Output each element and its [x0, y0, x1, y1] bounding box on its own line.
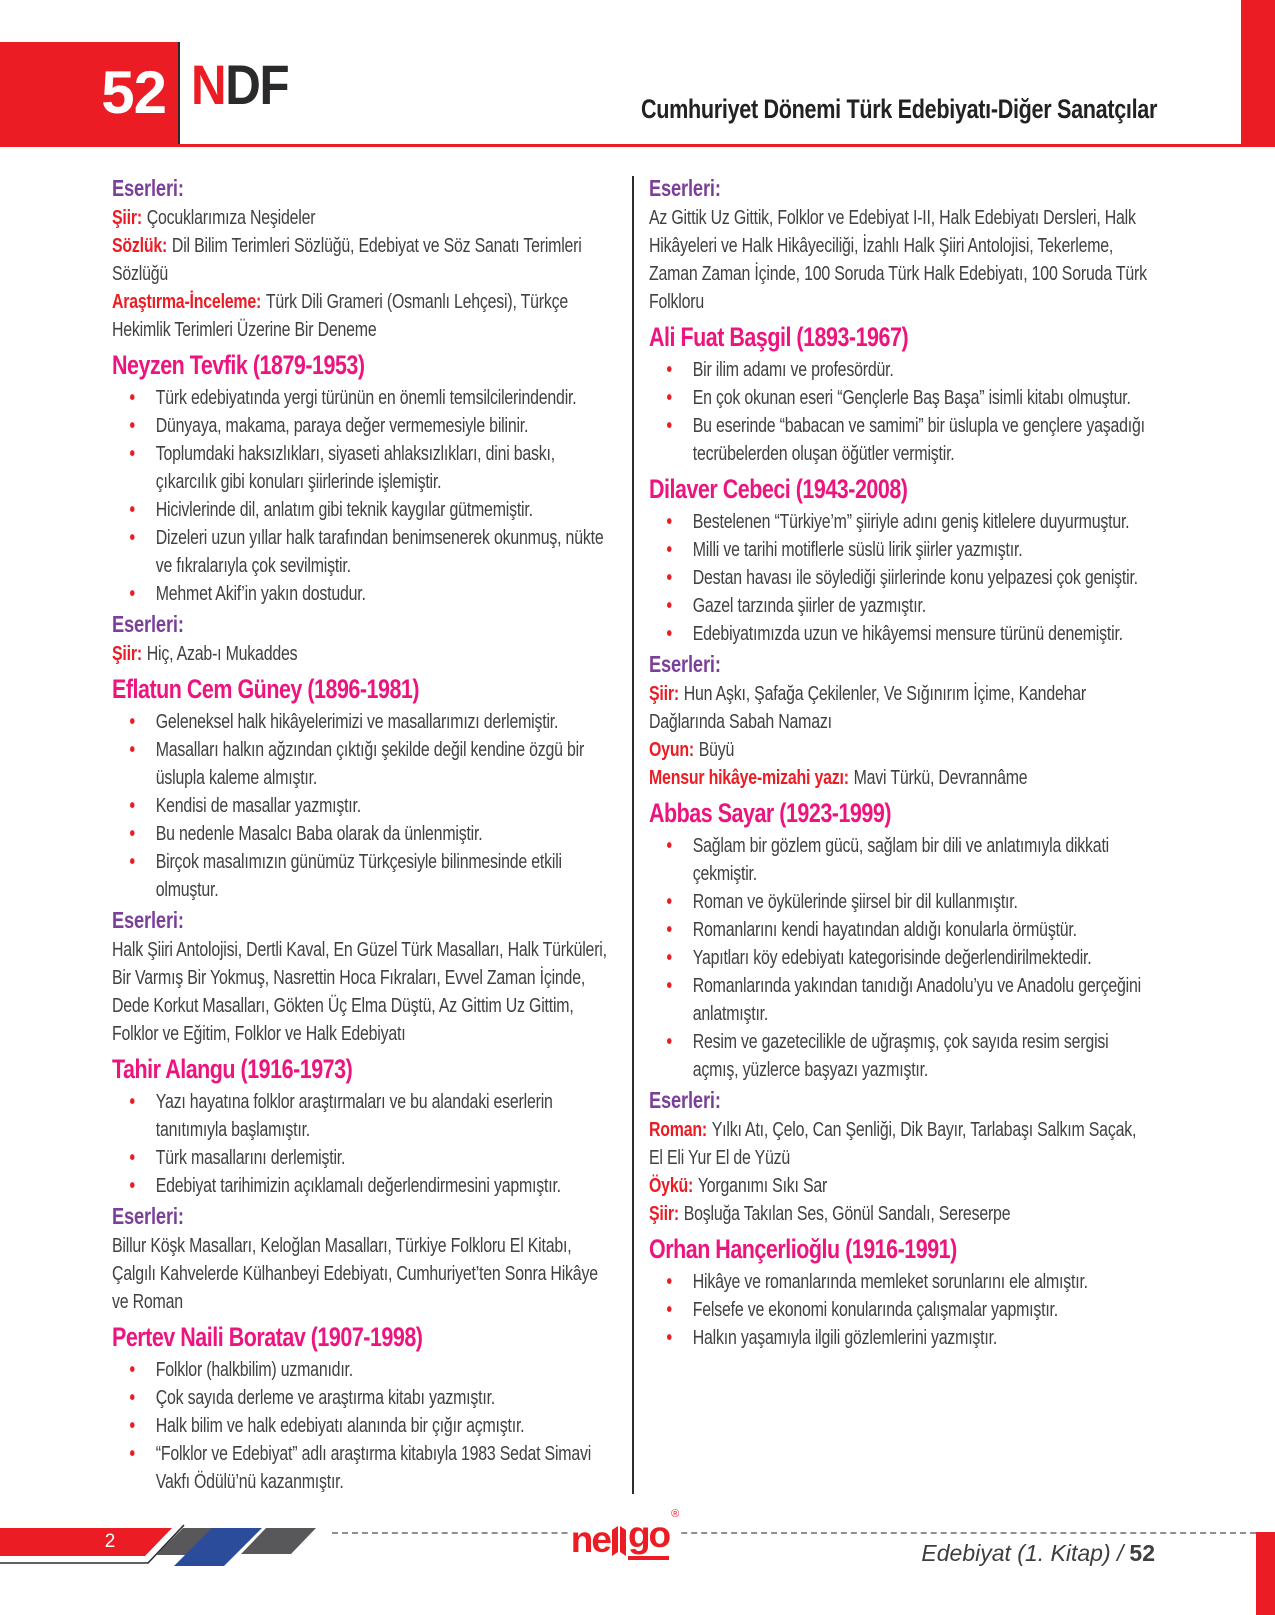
bullet-icon: •	[666, 511, 672, 533]
brand-logo	[191, 52, 288, 117]
bullet-item	[112, 384, 615, 412]
bullet-item	[112, 580, 615, 608]
author-heading: Abbas Sayar (1923-1999)	[649, 798, 891, 828]
bullet-icon: •	[129, 1443, 135, 1465]
work-category-label: Araştırma-İnceleme:	[112, 291, 262, 313]
work-category-label: Öykü:	[649, 1175, 694, 1197]
bullet-item	[112, 848, 615, 904]
brand-letter-red: N	[191, 53, 226, 116]
bullet-list	[649, 508, 1152, 648]
work-entry	[649, 736, 1152, 764]
work-category-label: Mensur hikâye-mizahi yazı:	[649, 767, 849, 789]
bullet-item	[649, 620, 1152, 648]
page-title: Cumhuriyet Dönemi Türk Edebiyatı-Diğer Sanatçılar	[640, 94, 1157, 124]
bullet-icon: •	[129, 795, 135, 817]
bullet-text: Yazı hayatına folklor araştırmaları ve bu alandaki eserlerin tanıtımıyla başlamıştır.	[155, 1091, 553, 1141]
author-heading: Tahir Alangu (1916-1973)	[112, 1054, 353, 1084]
bullet-item	[112, 792, 615, 820]
work-entry	[649, 764, 1152, 792]
bullet-icon: •	[129, 387, 135, 409]
bullet-item	[649, 564, 1152, 592]
bullet-text: Dünyaya, makama, paraya değer vermemesiyle bilinir.	[155, 415, 529, 437]
bullet-item	[649, 916, 1152, 944]
work-entry	[649, 1116, 1152, 1172]
work-category-label: Şiir:	[112, 207, 142, 229]
bullet-text: Kendisi de masallar yazmıştır.	[155, 795, 361, 817]
bullet-item	[112, 496, 615, 524]
bullet-icon: •	[666, 1299, 672, 1321]
footer-dashed-line	[332, 1532, 1256, 1534]
bullet-icon: •	[666, 415, 672, 437]
bullet-item	[649, 972, 1152, 1028]
works-section-label: Eserleri:	[649, 1087, 721, 1113]
bullet-item	[112, 708, 615, 736]
bullet-item	[112, 1412, 615, 1440]
bullet-icon: •	[129, 1387, 135, 1409]
bullet-item	[649, 384, 1152, 412]
work-category-label: Sözlük:	[112, 235, 168, 257]
bullet-icon: •	[666, 359, 672, 381]
works-section-label: Eserleri:	[649, 651, 721, 677]
bullet-text: Destan havası ile söylediği şiirlerinde konu yelpazesi çok geniştir.	[692, 567, 1138, 589]
footer-book-info	[921, 1540, 1155, 1567]
footer-page-number: 2	[104, 1531, 116, 1552]
bullet-icon: •	[129, 711, 135, 733]
bullet-icon: •	[129, 583, 135, 605]
bullet-text: Gazel tarzında şiirler de yazmıştır.	[692, 595, 926, 617]
bullet-text: Bu eserinde “babacan ve samimi” bir üslupla ve gençlere yaşadığı tecrübelerden oluşan öğütler vermiştir.	[692, 415, 1145, 465]
nego-logo	[570, 1502, 680, 1560]
footer-stripes-decoration	[0, 1520, 340, 1580]
work-entry	[649, 680, 1152, 736]
bullet-item	[649, 1296, 1152, 1324]
column-divider	[632, 176, 634, 1494]
left-column	[112, 172, 615, 1496]
bullet-icon: •	[129, 527, 135, 549]
work-entry-text: Mavi Türkü, Devrannâme	[853, 767, 1028, 789]
bullet-item	[112, 412, 615, 440]
bullet-icon: •	[666, 567, 672, 589]
bullet-list	[112, 384, 615, 608]
author-heading: Ali Fuat Başgil (1893-1967)	[649, 322, 909, 352]
works-list-text: Billur Köşk Masalları, Keloğlan Masalları, Türkiye Folkloru El Kitabı, Çalgılı Kahvelerde Külhanbeyi Edebiyatı, Cumhuriyet’ten Sonra Hikâye ve Roman	[112, 1235, 598, 1313]
bullet-item	[112, 440, 615, 496]
top-right-red-bar	[1241, 0, 1275, 147]
bullet-icon: •	[129, 443, 135, 465]
bullet-item	[112, 1356, 615, 1384]
bullet-text: Yapıtları köy edebiyatı kategorisinde değerlendirilmektedir.	[692, 947, 1092, 969]
author-heading: Dilaver Cebeci (1943-2008)	[649, 474, 908, 504]
work-entry	[649, 1172, 1152, 1200]
bullet-text: Türk masallarını derlemiştir.	[155, 1147, 346, 1169]
author-heading: Neyzen Tevfik (1879-1953)	[112, 350, 365, 380]
bullet-item	[649, 944, 1152, 972]
nego-logo-text-go: go	[628, 1515, 669, 1560]
bullet-item	[649, 592, 1152, 620]
bullet-icon: •	[666, 835, 672, 857]
bullet-text: Bu nedenle Masalcı Baba olarak da ünlenmiştir.	[155, 823, 483, 845]
bullet-text: Hikâye ve romanlarında memleket sorunlarını ele almıştır.	[692, 1271, 1088, 1293]
bullet-icon: •	[129, 499, 135, 521]
bullet-icon: •	[129, 1091, 135, 1113]
badge-divider	[178, 42, 180, 146]
bullet-text: Bir ilim adamı ve profesördür.	[692, 359, 894, 381]
bullet-item	[112, 1384, 615, 1412]
bullet-icon: •	[666, 975, 672, 997]
bullet-item	[649, 508, 1152, 536]
work-entry	[112, 204, 615, 232]
brand-letters-dark: DF	[225, 53, 289, 116]
unit-number: 52	[101, 59, 166, 126]
bullet-text: Çok sayıda derleme ve araştırma kitabı yazmıştır.	[155, 1387, 496, 1409]
bullet-text: Sağlam bir gözlem gücü, sağlam bir dili ve anlatımıyla dikkati çekmiştir.	[692, 835, 1110, 885]
bullet-icon: •	[666, 947, 672, 969]
bullet-text: “Folklor ve Edebiyat” adlı araştırma kitabıyla 1983 Sedat Simavi Vakfı Ödülü’nü kazanmıştır.	[155, 1443, 592, 1493]
bullet-item	[112, 820, 615, 848]
work-entry-text: Türk Dili Grameri (Osmanlı Lehçesi), Türkçe Hekimlik Terimleri Üzerine Bir Deneme	[112, 291, 569, 341]
bullet-list	[112, 1088, 615, 1200]
bullet-item	[112, 1440, 615, 1496]
work-entry	[649, 1200, 1152, 1228]
bullet-text: Folklor (halkbilim) uzmanıdır.	[155, 1359, 353, 1381]
bottom-right-red-bar	[1256, 1532, 1275, 1615]
right-column	[649, 172, 1152, 1352]
bullet-text: Roman ve öykülerinde şiirsel bir dil kullanmıştır.	[692, 891, 1018, 913]
open-book-icon	[612, 1526, 626, 1556]
works-section-label: Eserleri:	[112, 907, 184, 933]
author-heading: Eflatun Cem Güney (1896-1981)	[112, 674, 420, 704]
bullet-text: Dizeleri uzun yıllar halk tarafından benimsenerek okunmuş, nükte ve fıkralarıyla çok sevilmiştir.	[155, 527, 604, 577]
bullet-text: Hicivlerinde dil, anlatım gibi teknik kaygılar gütmemiştir.	[155, 499, 533, 521]
bullet-icon: •	[129, 1415, 135, 1437]
work-entry-text: Çocuklarımıza Neşideler	[146, 207, 316, 229]
bullet-text: Bestelenen “Türkiye’m” şiiriyle adını geniş kitlelere duyurmuştur.	[692, 511, 1130, 533]
bullet-list	[112, 708, 615, 904]
bullet-icon: •	[666, 891, 672, 913]
author-heading: Orhan Hançerlioğlu (1916-1991)	[649, 1234, 957, 1264]
work-entry-text: Boşluğa Takılan Ses, Gönül Sandalı, Sereserpe	[683, 1203, 1011, 1225]
author-heading: Pertev Naili Boratav (1907-1998)	[112, 1322, 423, 1352]
registered-mark-icon: ®	[671, 1508, 680, 1520]
bullet-text: Mehmet Akif’in yakın dostudur.	[155, 583, 366, 605]
bullet-item	[112, 1144, 615, 1172]
header-rule	[0, 144, 1241, 147]
unit-number-badge	[0, 42, 178, 145]
bullet-icon: •	[666, 919, 672, 941]
bullet-icon: •	[129, 415, 135, 437]
work-category-label: Şiir:	[649, 1203, 679, 1225]
works-list-text: Halk Şiiri Antolojisi, Dertli Kaval, En Güzel Türk Masalları, Halk Türküleri, Bir Varmış Bir Yokmuş, Nasrettin Hoca Fıkraları, Evvel Zaman İçinde, Dede Korkut Masalları, Gökten Üç Elma Düştü, Az Gittim Uz Gittim, Folklor ve Eğitim, Folklor ve Halk Edebiyatı	[112, 939, 607, 1045]
works-section-label: Eserleri:	[649, 175, 721, 201]
works-section-label: Eserleri:	[112, 611, 184, 637]
bullet-text: En çok okunan eseri “Gençlerle Baş Başa” isimli kitabı olmuştur.	[692, 387, 1131, 409]
work-entry-text: Yılkı Atı, Çelo, Can Şenliği, Dik Bayır, Tarlabaşı Salkım Saçak, El Eli Yur El de Yüzü	[649, 1119, 1137, 1169]
bullet-list	[649, 832, 1152, 1084]
bullet-item	[649, 412, 1152, 468]
work-entry-text: Yorganımı Sıkı Sar	[697, 1175, 828, 1197]
bullet-item	[112, 524, 615, 580]
bullet-icon: •	[129, 1175, 135, 1197]
work-entry	[112, 288, 615, 344]
works-section-label: Eserleri:	[112, 175, 184, 201]
bullet-item	[649, 1268, 1152, 1296]
bullet-text: Birçok masalımızın günümüz Türkçesiyle bilinmesinde etkili olmuştur.	[155, 851, 562, 901]
bullet-icon: •	[129, 823, 135, 845]
work-entry-text: Hun Aşkı, Şafağa Çekilenler, Ve Sığınırım İçime, Kandehar Dağlarında Sabah Namazı	[649, 683, 1087, 733]
bullet-text: Felsefe ve ekonomi konularında çalışmalar yapmıştır.	[692, 1299, 1058, 1321]
bullet-item	[649, 832, 1152, 888]
works-section-label: Eserleri:	[112, 1203, 184, 1229]
bullet-text: Romanlarında yakından tanıdığı Anadolu’yu ve Anadolu gerçeğini anlatmıştır.	[692, 975, 1141, 1025]
bullet-icon: •	[666, 1327, 672, 1349]
bullet-icon: •	[666, 595, 672, 617]
work-entry-text: Hiç, Azab-ı Mukaddes	[146, 643, 298, 665]
bullet-item	[112, 736, 615, 792]
bullet-text: Edebiyatımızda uzun ve hikâyemsi mensure türünü denemiştir.	[692, 623, 1123, 645]
works-list-text: Az Gittik Uz Gittik, Folklor ve Edebiyat I-II, Halk Edebiyatı Dersleri, Halk Hikâyeleri ve Halk Hikâyeciliği, İzahlı Halk Şiiri Antolojisi, Tekerleme, Zaman Zaman İçinde, 100 Soruda Türk Halk Edebiyatı, 100 Soruda Türk Folkloru	[649, 207, 1147, 313]
nego-logo-text-ne: ne	[570, 1519, 610, 1560]
footer-book-page: 52	[1129, 1540, 1155, 1566]
work-category-label: Şiir:	[112, 643, 142, 665]
bullet-text: Türk edebiyatında yergi türünün en önemli temsilcilerindendir.	[155, 387, 577, 409]
work-category-label: Roman:	[649, 1119, 707, 1141]
bullet-icon: •	[129, 1147, 135, 1169]
bullet-text: Milli ve tarihi motiflerle süslü lirik şiirler yazmıştır.	[692, 539, 1023, 561]
work-category-label: Oyun:	[649, 739, 694, 761]
bullet-text: Halkın yaşamıyla ilgili gözlemlerini yazmıştır.	[692, 1327, 998, 1349]
bullet-text: Toplumdaki haksızlıkları, siyaseti ahlaksızlıkları, dini baskı, çıkarcılık gibi konuları şiirlerinde işlemiştir.	[155, 443, 556, 493]
work-entry	[112, 640, 615, 668]
bullet-text: Masalları halkın ağzından çıktığı şekilde değil kendine özgü bir üslupla kaleme almıştır.	[155, 739, 585, 789]
bullet-text: Resim ve gazetecilikle de uğraşmış, çok sayıda resim sergisi açmış, yüzlerce başyazı yazmıştır.	[692, 1031, 1109, 1081]
bullet-item	[649, 536, 1152, 564]
work-category-label: Şiir:	[649, 683, 679, 705]
footer-book-title: Edebiyat (1. Kitap) /	[921, 1540, 1124, 1566]
work-entry-text: Dil Bilim Terimleri Sözlüğü, Edebiyat ve Söz Sanatı Terimleri Sözlüğü	[112, 235, 582, 285]
bullet-icon: •	[666, 623, 672, 645]
bullet-item	[112, 1172, 615, 1200]
bullet-list	[649, 356, 1152, 468]
bullet-icon: •	[666, 1031, 672, 1053]
bullet-text: Geleneksel halk hikâyelerimizi ve masallarımızı derlemiştir.	[155, 711, 559, 733]
bullet-icon: •	[129, 739, 135, 761]
bullet-list	[649, 1268, 1152, 1352]
bullet-item	[649, 356, 1152, 384]
bullet-icon: •	[129, 1359, 135, 1381]
bullet-text: Romanlarını kendi hayatından aldığı konularla örmüştür.	[692, 919, 1077, 941]
bullet-item	[649, 888, 1152, 916]
bullet-item	[649, 1324, 1152, 1352]
work-entry	[112, 232, 615, 288]
bullet-icon: •	[666, 387, 672, 409]
bullet-text: Halk bilim ve halk edebiyatı alanında bir çığır açmıştır.	[155, 1415, 525, 1437]
work-entry-text: Büyü	[698, 739, 735, 761]
bullet-icon: •	[666, 1271, 672, 1293]
bullet-icon: •	[129, 851, 135, 873]
bullet-list	[112, 1356, 615, 1496]
bullet-icon: •	[666, 539, 672, 561]
bullet-item	[649, 1028, 1152, 1084]
bullet-item	[112, 1088, 615, 1144]
bullet-text: Edebiyat tarihimizin açıklamalı değerlendirmesini yapmıştır.	[155, 1175, 561, 1197]
